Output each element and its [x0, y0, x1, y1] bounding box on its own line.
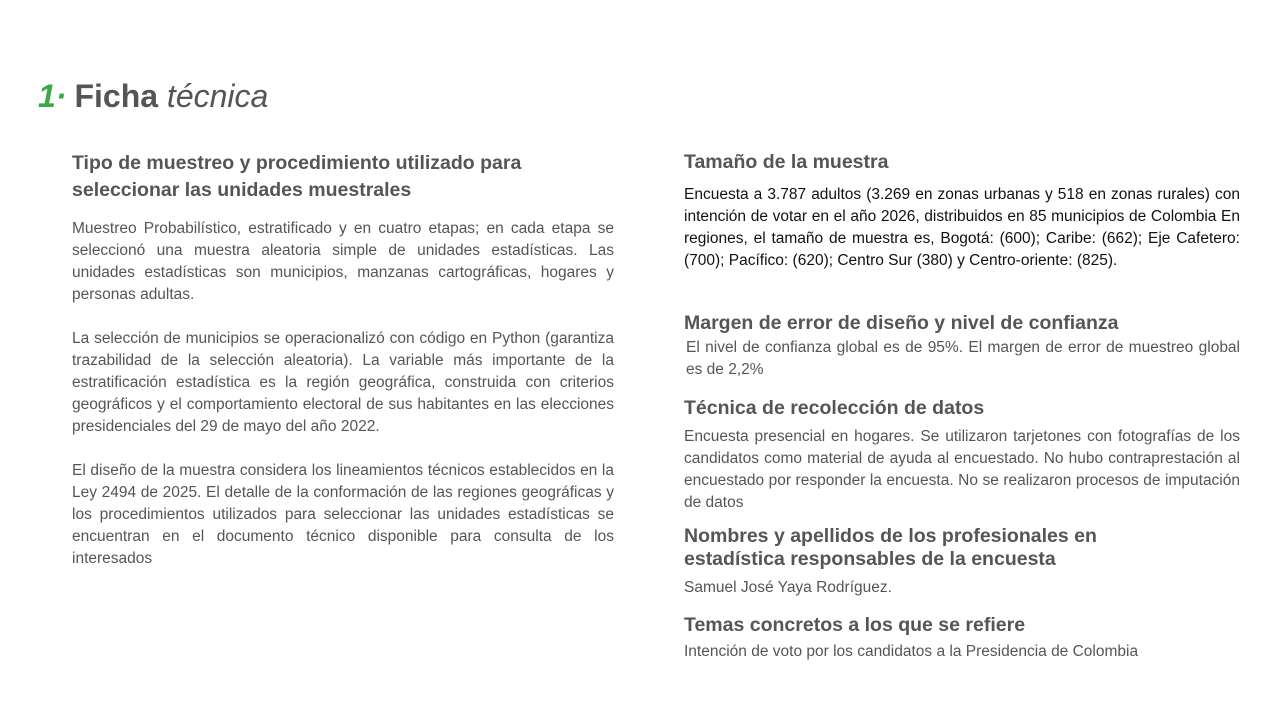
professionals-heading: Nombres y apellidos de los profesionales en estadística responsables de la encuesta	[684, 525, 1097, 570]
sampling-paragraph-3: El diseño de la muestra considera los lineamientos técnicos establecidos en la Ley 2494 de 2025. El detalle de la conformación de las regiones geográficas y los procedimientos utilizados para seleccionar las unidades estadísticas se encuentran en el documento técnico disponible para consulta de los interesados	[72, 462, 614, 567]
title-bold: Ficha	[74, 78, 159, 114]
sampling-paragraph-1: Muestreo Probabilístico, estratificado y en cuatro etapas; en cada etapa se seleccionó una muestra aleatoria simple de unidades estadísticas. Las unidades estadísticas son municipios, manzanas cartográficas, hogares y personas adultas.	[72, 220, 614, 303]
left-column	[72, 150, 614, 570]
topics-heading: Temas concretos a los que se refiere	[684, 614, 1026, 636]
sample-size-text: Encuesta a 3.787 adultos (3.269 en zonas urbanas y 518 en zonas rurales) con intención de votar en el año 2026, distribuidos en 85 municipios de Colombia En regiones, el tamaño de muestra es, Bogotá: (600); Caribe: (662); Eje Cafetero: (700); Pacífico: (620); Centro Sur (380) y Centro-oriente: (825).	[684, 186, 1240, 269]
margin-heading: Margen de error de diseño y nivel de confianza	[684, 312, 1119, 334]
technique-section	[684, 395, 1240, 514]
topics-section	[684, 612, 1240, 663]
professionals-section	[684, 525, 1240, 599]
technique-text: Encuesta presencial en hogares. Se utilizaron tarjetones con fotografías de los candidatos como material de ayuda al encuestado. No hubo contraprestación al encuestado por responder la encuesta. No se realizaron procesos de imputación de datos	[684, 428, 1240, 511]
topics-text: Intención de voto por los candidatos a la Presidencia de Colombia	[684, 643, 1139, 660]
page-title	[38, 76, 268, 116]
margin-section	[684, 310, 1240, 381]
section-number: 1·	[38, 78, 67, 114]
technique-heading: Técnica de recolección de datos	[684, 397, 985, 419]
professionals-text: Samuel José Yaya Rodríguez.	[684, 579, 892, 596]
sample-size-section	[684, 149, 1240, 272]
margin-text: El nivel de confianza global es de 95%. El margen de error de muestreo global es de 2,2%	[686, 339, 1240, 378]
sampling-paragraph-2: La selección de municipios se operacionalizó con código en Python (garantiza trazabilidad de la selección aleatoria). La variable más importante de la estratificación estadística es la región geográfica, construida con criterios geográficos y el comportamiento electoral de sus habitantes en las elecciones presidenciales del 29 de mayo del año 2022.	[72, 330, 614, 435]
title-italic: técnica	[166, 78, 269, 114]
sampling-type-heading: Tipo de muestreo y procedimiento utilizado para seleccionar las unidades muestrales	[72, 152, 522, 201]
sample-size-heading: Tamaño de la muestra	[684, 151, 889, 173]
